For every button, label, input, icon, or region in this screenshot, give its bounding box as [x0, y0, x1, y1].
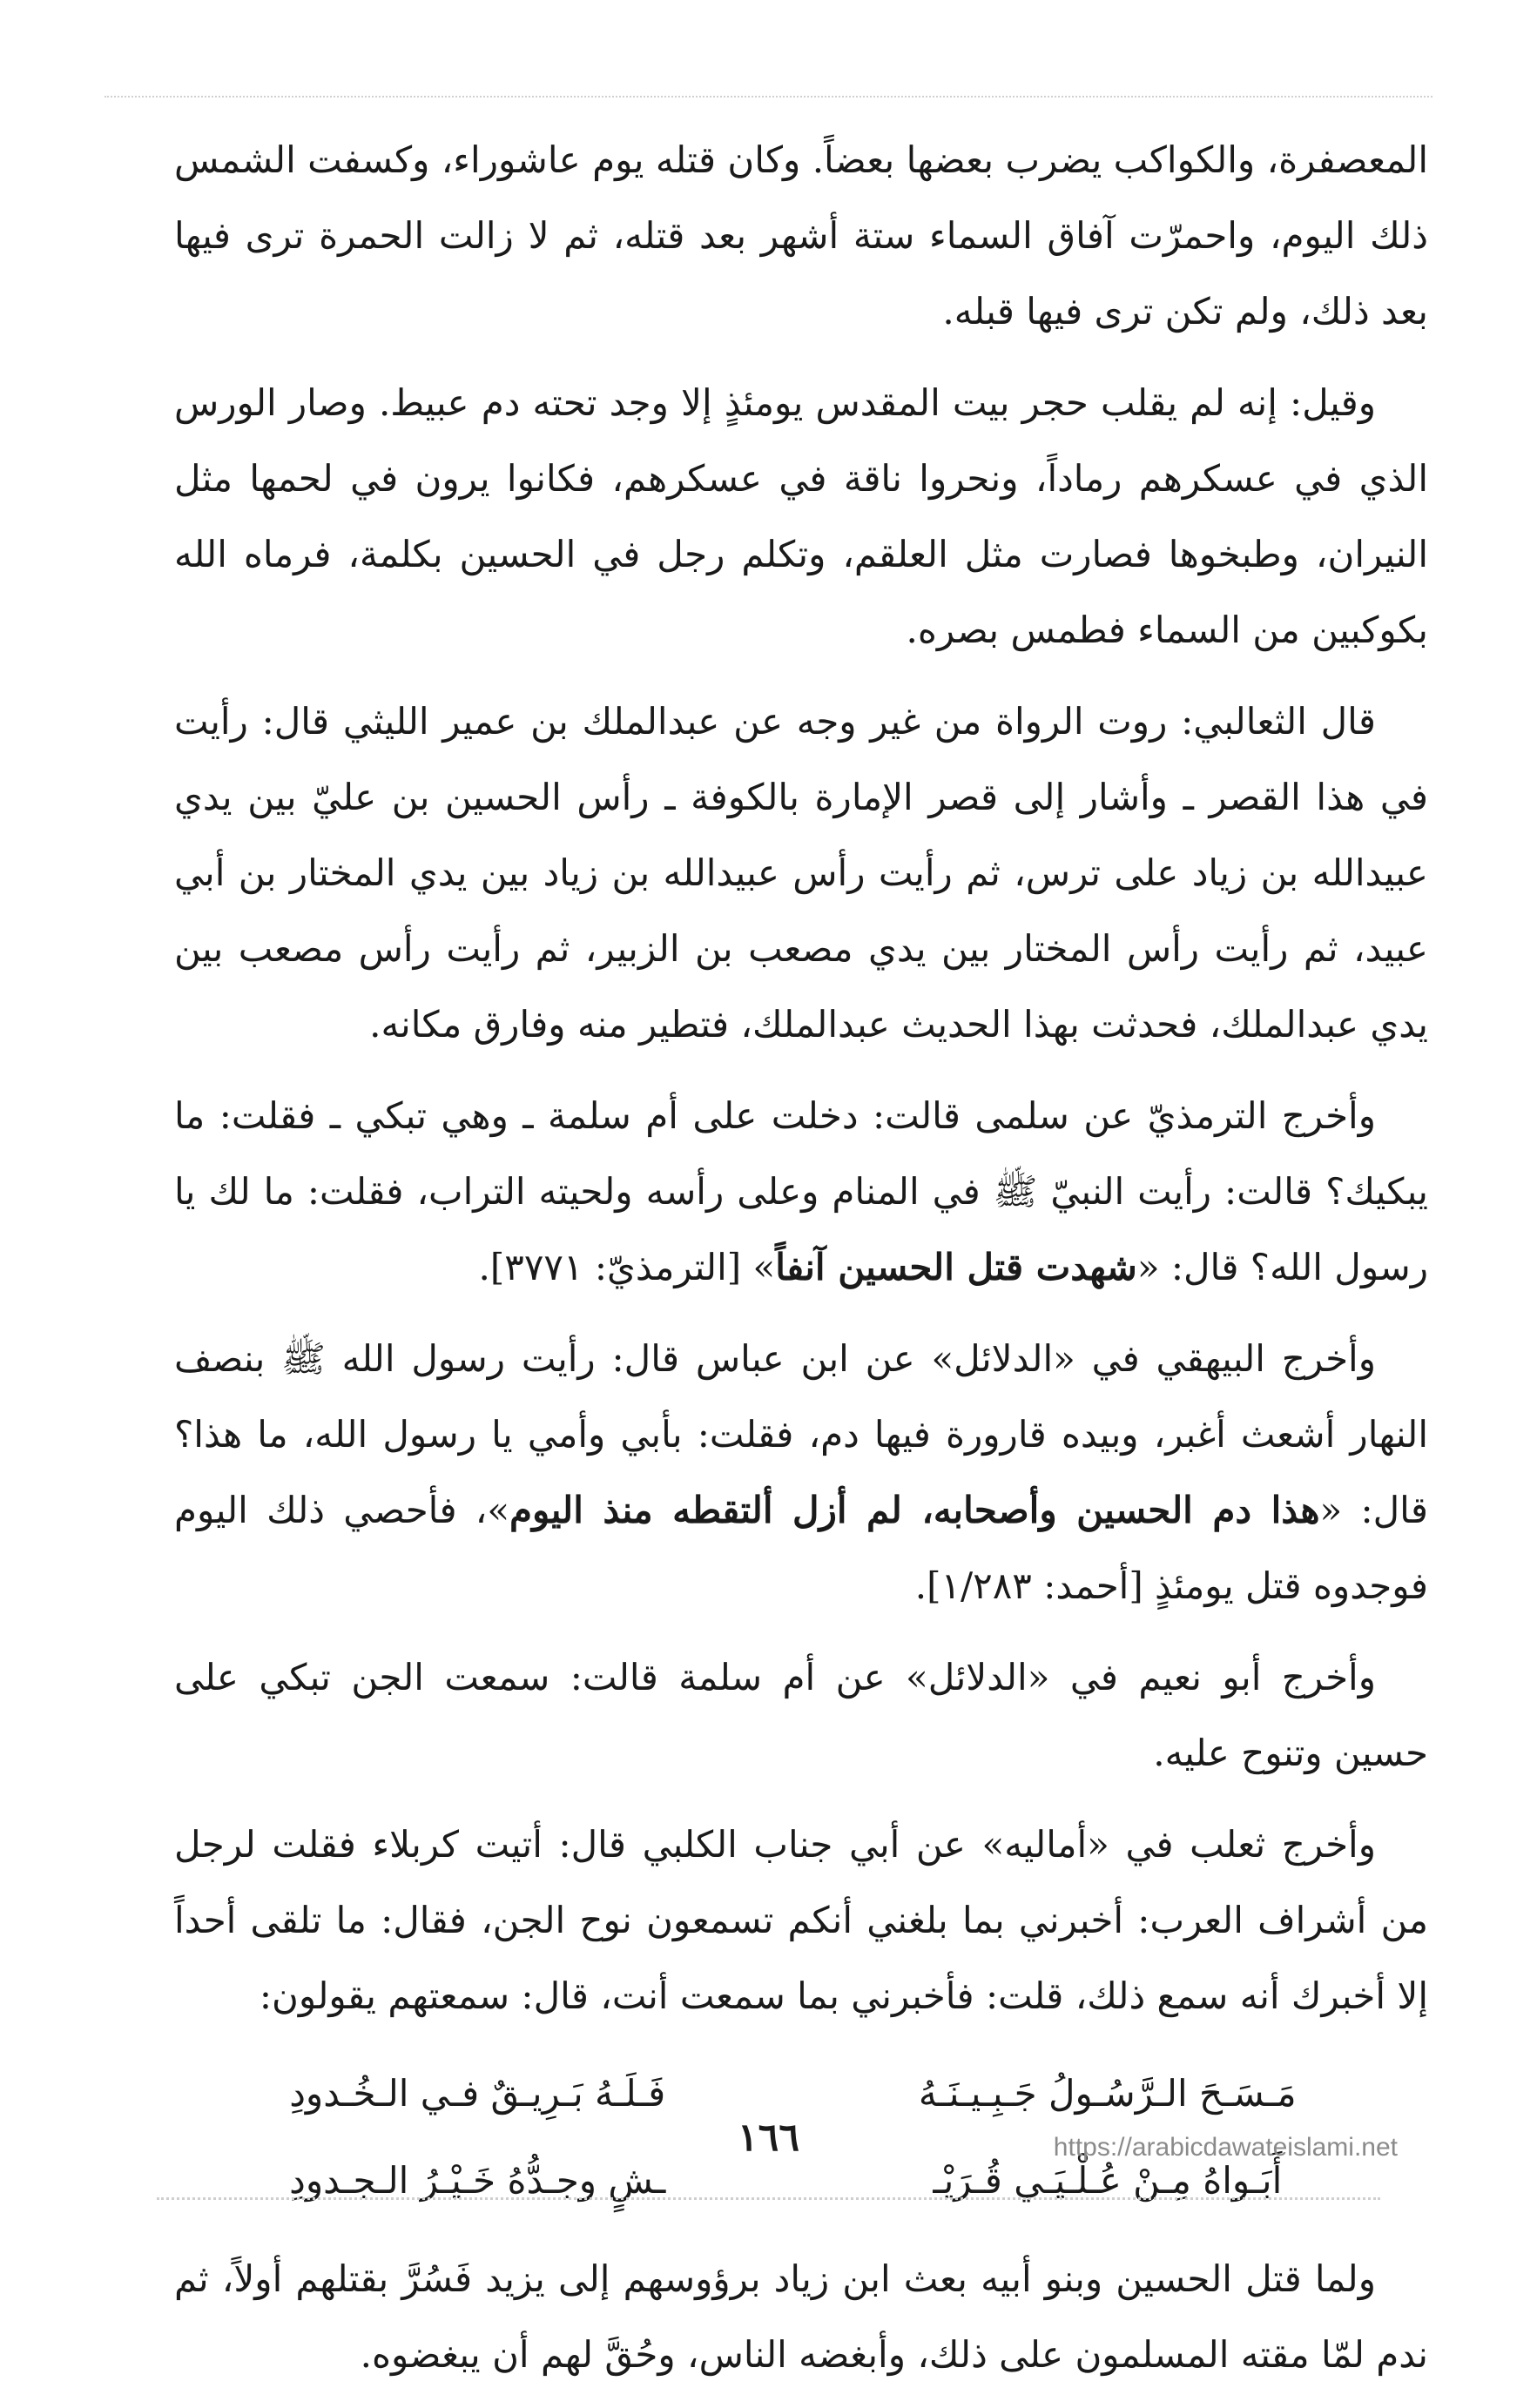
scan-noise-bottom	[157, 2189, 1380, 2200]
paragraph-6	[174, 1639, 1428, 1791]
scan-noise-top	[104, 96, 1433, 103]
hadith-quote-bold: هذا دم الحسين وأصحابه، لم أزل ألتقطه منذ اليوم	[509, 1489, 1320, 1531]
hadith-quote-bold: شهدت قتل الحسين آنفاً	[775, 1246, 1137, 1288]
paragraph-3-text: قال الثعالبي: روت الرواة من غير وجه عن عبدالملك بن عمير الليثي قال: رأيت في هذا القصر ـ وأشار إلى قصر الإمارة بالكوفة ـ رأس الحسين بن عليّ بين يدي عبيدالله بن زياد على ترس، ثم رأيت رأس عبيدالله بن زياد بين يدي المختار بن أبي عبيد، ثم رأيت رأس المختار بين يدي مصعب بن الزبير، ثم رأيت رأس مصعب بين يدي عبدالملك، فحدثت بهذا الحديث عبدالملك، فتطير منه وفارق مكانه.	[174, 700, 1428, 1046]
paragraph-1	[174, 122, 1428, 349]
paragraph-4	[174, 1078, 1428, 1305]
body-text	[174, 122, 1428, 2408]
paragraph-5-text-a: وأخرج البيهقي في «الدلائل» عن ابن عباس قال: رأيت رسول الله ﷺ بنصف النهار أشعث أغبر، وبيده قارورة فيها دم، فقلت: بأبي وأمي يا رسول الله، ما هذا؟ قال: «	[174, 1337, 1428, 1531]
paragraph-7-text: وأخرج ثعلب في «أماليه» عن أبي جناب الكلبي قال: أتيت كربلاء فقلت لرجل من أشراف العرب: أخبرني بما بلغني أنكم تسمعون نوح الجن، فقال: ما تلقى أحداً إلا أخبرك أنه سمع ذلك، قلت: فأخبرني بما سمعت أنت، قال: سمعتهم يقولون:	[174, 1823, 1428, 2017]
paragraph-6-text: وأخرج أبو نعيم في «الدلائل» عن أم سلمة قالت: سمعت الجن تبكي على حسين وتنوح عليه.	[174, 1656, 1428, 1774]
page-number: ١٦٦	[738, 2115, 799, 2160]
paragraph-2-text: وقيل: إنه لم يقلب حجر بيت المقدس يومئذٍ إلا وجد تحته دم عبيط. وصار الورس الذي في عسكرهم رماداً، ونحروا ناقة في عسكرهم، فكانوا يرون في لحمها مثل النيران، وطبخوها فصارت مثل العلقم، وتكلم رجل في الحسين بكلمة، فرماه الله بكوكبين من السماء فطمس بصره.	[174, 381, 1428, 651]
closing-paragraph	[174, 2241, 1428, 2392]
paragraph-4-text-b: » [الترمذيّ: ٣٧٧١].	[478, 1246, 776, 1288]
poem-hemistich-left: فَـلَـهُ بَـرِيـقٌ فـي الـخُـدودِ	[289, 2071, 666, 2115]
paragraph-1-text: المعصفرة، والكواكب يضرب بعضها بعضاً. وكان قتله يوم عاشوراء، وكسفت الشمس ذلك اليوم، واحمرّت آفاق السماء ستة أشهر بعد قتله، ثم لا زالت الحمرة ترى فيها بعد ذلك، ولم تكن ترى فيها قبله.	[174, 138, 1428, 333]
closing-paragraph-text: ولما قتل الحسين وبنو أبيه بعث ابن زياد برؤوسهم إلى يزيد فَسُرَّ بقتلهم أولاً، ثم ندم لمّا مقته المسلمون على ذلك، وأبغضه الناس، وحُقَّ لهم أن يبغضوه.	[174, 2257, 1428, 2376]
paragraph-3	[174, 683, 1428, 1062]
paragraph-2	[174, 365, 1428, 668]
paragraph-5-text-b: »، فأحصي ذلك اليوم فوجدوه قتل يومئذٍ [أحمد: ١/٢٨٣].	[174, 1489, 1428, 1607]
paragraph-4-text-a: وأخرج الترمذيّ عن سلمى قالت: دخلت على أم سلمة ـ وهي تبكي ـ فقلت: ما يبكيك؟ قالت: رأيت النبيّ ﷺ في المنام وعلى رأسه ولحيته التراب، فقلت: ما لك يا رسول الله؟ قال: «	[174, 1094, 1428, 1288]
poem-hemistich-left: ـشٍ وجـدُّهُ خَـيْـرُ الـجـدودِ	[289, 2158, 666, 2202]
paragraph-5	[174, 1321, 1428, 1624]
poem-hemistich-right: أَبَـواهُ مِـنْ عُـلْـيَـي قُـرَيْـ	[933, 2158, 1283, 2202]
watermark-url: https://arabicdawateislami.net	[1053, 2133, 1398, 2162]
poem-hemistich-right: مَـسَـحَ الـرَّسُـولُ جَـبِـيـنَـهُ	[918, 2071, 1297, 2115]
paragraph-7	[174, 1806, 1428, 2034]
